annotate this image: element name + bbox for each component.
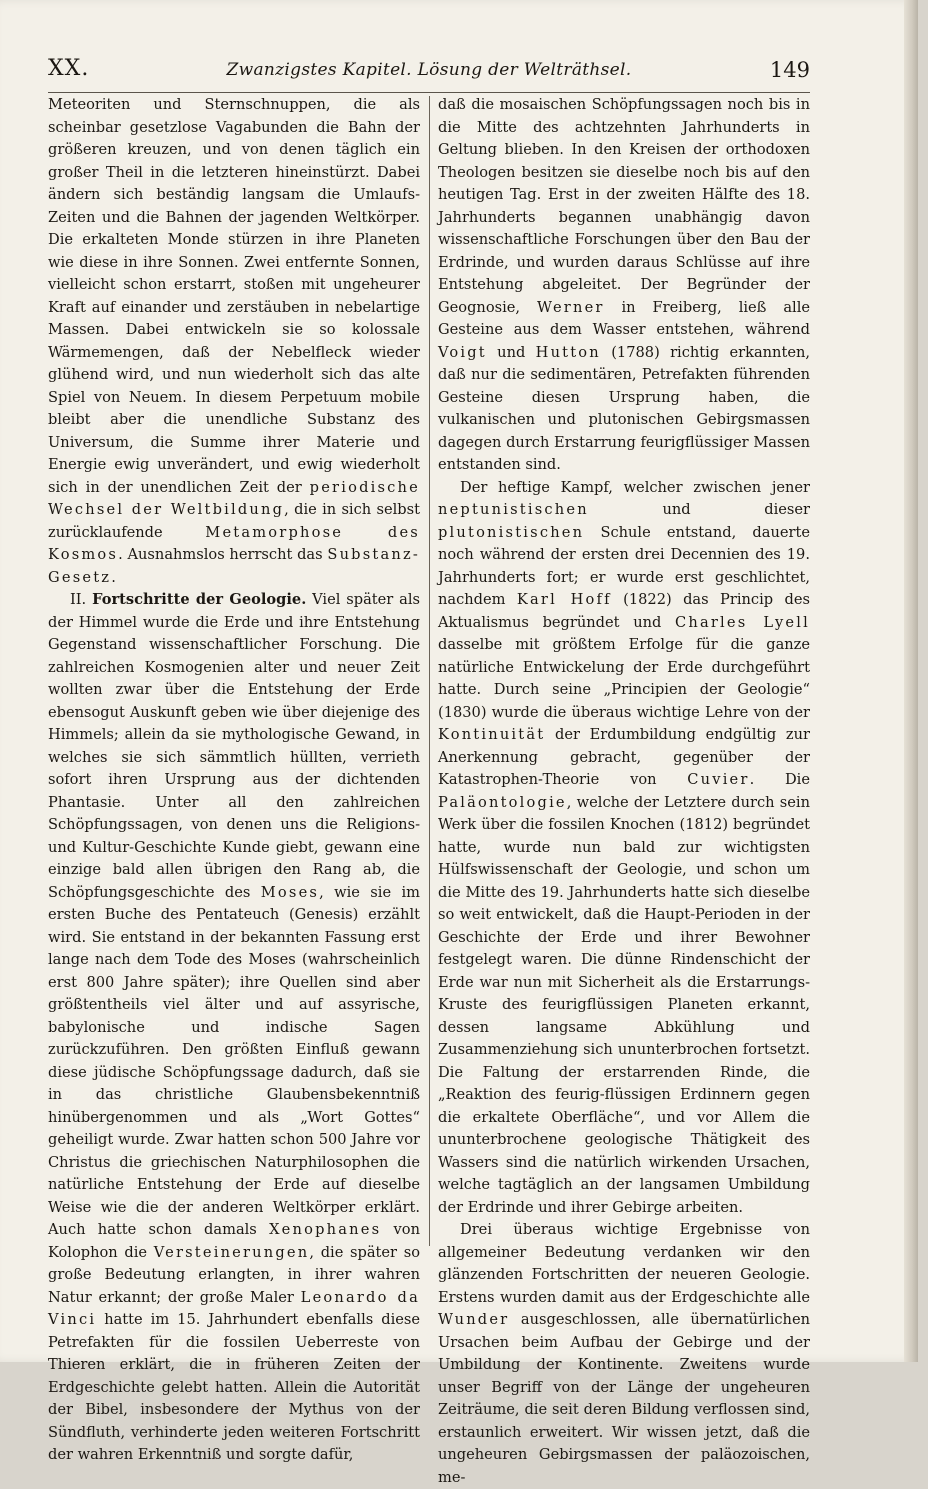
text-run: in Freiberg, ließ alle Gesteine aus dem Wasser entstehen, während: [438, 298, 810, 338]
emphasized-text: Cuvier: [687, 771, 750, 788]
emphasized-text: periodische Wechsel der Weltbildung: [48, 478, 420, 518]
section-paragraph: [48, 589, 420, 1467]
text-run: daß die mosaischen Schöpfungssagen noch bis in die Mitte des achtzehnten Jahrhunderts in Geltung blieben. In den Kreisen der orthodoxen Theologen besitzen sie dieselbe noch bis auf den heutigen Tag. Erst in der zweiten Hälfte des 18. Jahrhunderts begannen unabhängig davon wissenschaftliche Forschungen über den Bau der Erdrinde, und wurden daraus Schlüsse auf ihre Entstehung abgeleitet. Der Begründer der Geognosie,: [438, 96, 810, 316]
text-run: dasselbe mit größtem Erfolge für die ganze natürliche Entwickelung der Erde durchgeführt hatte. Durch seine „Principien der Geologie“ (1830) wurde die überaus wichtige Lehre von der: [438, 636, 810, 721]
emphasized-text: Leonardo da Vinci: [48, 1288, 421, 1328]
text-run: , wie sie im ersten Buche des Pentateuch (Genesis) erzählt wird. Sie entstand in der bekannten Fassung erst lange nach dem Tode des Moses (wahrscheinlich erst 800 Jahre später); ihre Quellen sind aber größtentheils viel älter und auf assyrische, babylonische und indische Sagen zurückzuführen. Den größten Einfluß gewann diese jüdische Schöpfungssage dadurch, daß sie in das christliche Glaubensbekenntniß hinübergenommen und als „Wort Gottes“ geheiligt wurde. Zwar hatten schon 500 Jahre vor Christus die griechischen Naturphilosophen die natürliche Entstehung der Erde auf dieselbe Weise wie die der anderen Weltkörper erklärt. Auch hatte schon damals: [48, 883, 420, 1238]
paragraph: [438, 1219, 810, 1489]
emphasized-text: neptunistischen: [438, 501, 589, 518]
emphasized-text: Kontinuität: [438, 726, 546, 743]
column-divider: [429, 96, 430, 1246]
running-header: [48, 56, 810, 90]
page-number: 149: [769, 58, 810, 82]
emphasized-text: Hutton: [535, 343, 601, 361]
section-number: II.: [70, 591, 87, 608]
text-run: hatte im 15. Jahrhundert ebenfalls diese Petrefakten für die fossilen Ueberreste von Thieren erklärt, die in früheren Zeiten der Erdgeschichte gelebt hatten. Allein die Autorität der Bibel, insbesondere der Mythus von der Sündfluth, verhinderte jeden weiteren Fortschritt der wahren Erkenntniß und sorgte dafür,: [48, 1311, 420, 1463]
paragraph: [48, 94, 420, 589]
text-run: .: [111, 568, 116, 586]
emphasized-text: Voigt: [438, 343, 487, 361]
text-run: Drei überaus wichtige Ergebnisse von allgemeiner Bedeutung verdanken wir den glänzenden Fortschritten der neueren Geologie. Erstens wurden damit aus der Erdgeschichte alle: [438, 1221, 810, 1306]
text-run: der Erdumbildung endgültig zur Anerkennung gebracht, gegenüber der Katastrophen-Theorie von: [438, 726, 810, 788]
emphasized-text: Moses: [260, 883, 320, 901]
chapter-number: XX.: [48, 56, 90, 81]
right-column: [438, 94, 810, 1486]
emphasized-text: Versteinerungen: [153, 1243, 310, 1261]
text-run: (1788) richtig erkannten, daß nur die sedimentären, Petrefakten führenden Gesteine diesen Ursprung haben, die vulkanischen und plutonischen Gebirgsmassen dagegen durch Erstarrung feurigflüssiger Massen entstanden sind.: [438, 343, 810, 473]
emphasized-text: Substanz-Gesetz: [48, 546, 420, 586]
page-edge-shadow: [904, 0, 918, 1362]
header-rule: [48, 92, 810, 93]
text-run: . Die: [749, 771, 810, 788]
text-run: , welche der Letztere durch sein Werk über die fossilen Knochen (1812) begründet hatte, wurde nun bald zur wichtigsten Hülfswissenschaft der Geologie, und schon um die Mitte des 19. Jahrhunderts hatte sich dieselbe so weit entwickelt, daß die Haupt-Perioden in der Geschichte der Erde und ihrer Bewohner festgelegt waren. Die dünne Rindenschicht der Erde war nun mit Sicherheit als die Erstarrungs-Kruste des feurigflüssigen Planeten erkannt, dessen langsame Abkühlung und Zusammenziehung sich ununterbrochen fortsetzt. Die Faltung der erstarrenden Rinde, die „Reaktion des feurig-flüssigen Erdinnern gegen die erkaltete Oberfläche“, und vor Allem die ununterbrochene geologische Thätigkeit des Wassers sind die natürlich wirkenden Ursachen, welche tagtäglich an der langsamen Umbildung der Erdrinde und ihrer Gebirge arbeiten.: [438, 793, 810, 1216]
text-run: und: [486, 343, 536, 361]
text-run: Schule entstand, dauerte noch während der ersten drei Decennien des 19. Jahrhunderts fort; er wurde erst geschlichtet, nachdem: [438, 523, 810, 608]
running-title: Zwanzigstes Kapitel. Lösung der Welträthsel.: [226, 60, 632, 80]
text-run: Meteoriten und Sternschnuppen, die als scheinbar gesetzlose Vagabunden die Bahn der größeren kreuzen, und von denen täglich ein großer Theil in die letzteren hineinstürzt. Dabei ändern sich beständig langsam die Umlaufs-Zeiten und die Bahnen der jagenden Weltkörper. Die erkalteten Monde stürzen in ihre Planeten wie diese in ihre Sonnen. Zwei entfernte Sonnen, vielleicht schon erstarrt, stoßen mit ungeheurer Kraft auf einander und zerstäuben in nebelartige Massen. Dabei entwickeln sie so kolossale Wärmemengen, daß der Nebelfleck wieder glühend wird, und nun wiederholt sich das alte Spiel von Neuem. In diesem Perpetuum mobile bleibt aber die unendliche Substanz des Universum, die Summe ihrer Materie und Energie ewig unverändert, und ewig wiederholt sich in der unendlichen Zeit der: [48, 96, 420, 496]
paragraph: [438, 94, 810, 477]
emphasized-text: Metamorphose des Kosmos: [48, 523, 420, 563]
emphasized-text: Karl Hoff: [516, 591, 612, 608]
text-run: von Kolophon die: [48, 1221, 420, 1261]
section-heading: Fortschritte der Geologie.: [92, 591, 307, 608]
emphasized-text: plutonistischen: [438, 523, 585, 541]
text-run: , die später so große Bedeutung erlangten, in ihrer wahren Natur erkannt; der große Maler: [48, 1243, 420, 1306]
text-run: , die in sich selbst zurücklaufende: [48, 501, 420, 541]
text-run: (1822) das Princip des Aktualismus begründet und: [438, 591, 810, 631]
emphasized-text: Wunder: [438, 1311, 510, 1328]
emphasized-text: Werner: [536, 298, 605, 316]
emphasized-text: Charles Lyell: [675, 613, 810, 631]
text-run: und dieser: [588, 501, 810, 518]
emphasized-text: Paläontologie: [438, 793, 567, 811]
text-run: Viel später als der Himmel wurde die Erde und ihre Entstehung Gegenstand wissenschaftlicher Forschung. Die zahlreichen Kosmogenien alter und neuer Zeit wollten zwar über die Entstehung der Erde ebensogut Auskunft geben wie über diejenige des Himmels; allein da sie mythologische Gewand, in welches sie sich sämmtlich hüllten, verrieth sofort ihren Ursprung aus der dichtenden Phantasie. Unter all den zahlreichen Schöpfungssagen, von denen uns die Religions- und Kultur-Geschichte Kunde giebt, gewann eine einzige bald allen übrigen den Rang ab, die Schöpfungsgeschichte des: [48, 591, 420, 901]
paragraph: [438, 477, 810, 1220]
text-run: . Ausnahmslos herrscht das: [118, 546, 328, 563]
emphasized-text: Xenophanes: [269, 1221, 382, 1238]
text-run: Der heftige Kampf, welcher zwischen jener: [460, 478, 810, 496]
left-column: [48, 94, 421, 1463]
text-run: ausgeschlossen, alle übernatürlichen Ursachen beim Aufbau der Gebirge und der Umbildung der Kontinente. Zweitens wurde unser Begriff von der Länge der ungeheuren Zeiträume, die seit deren Bildung verflossen sind, erstaunlich erweitert. Wir wissen jetzt, daß die ungeheuren Gebirgsmassen der paläozoischen, me-: [438, 1311, 810, 1486]
